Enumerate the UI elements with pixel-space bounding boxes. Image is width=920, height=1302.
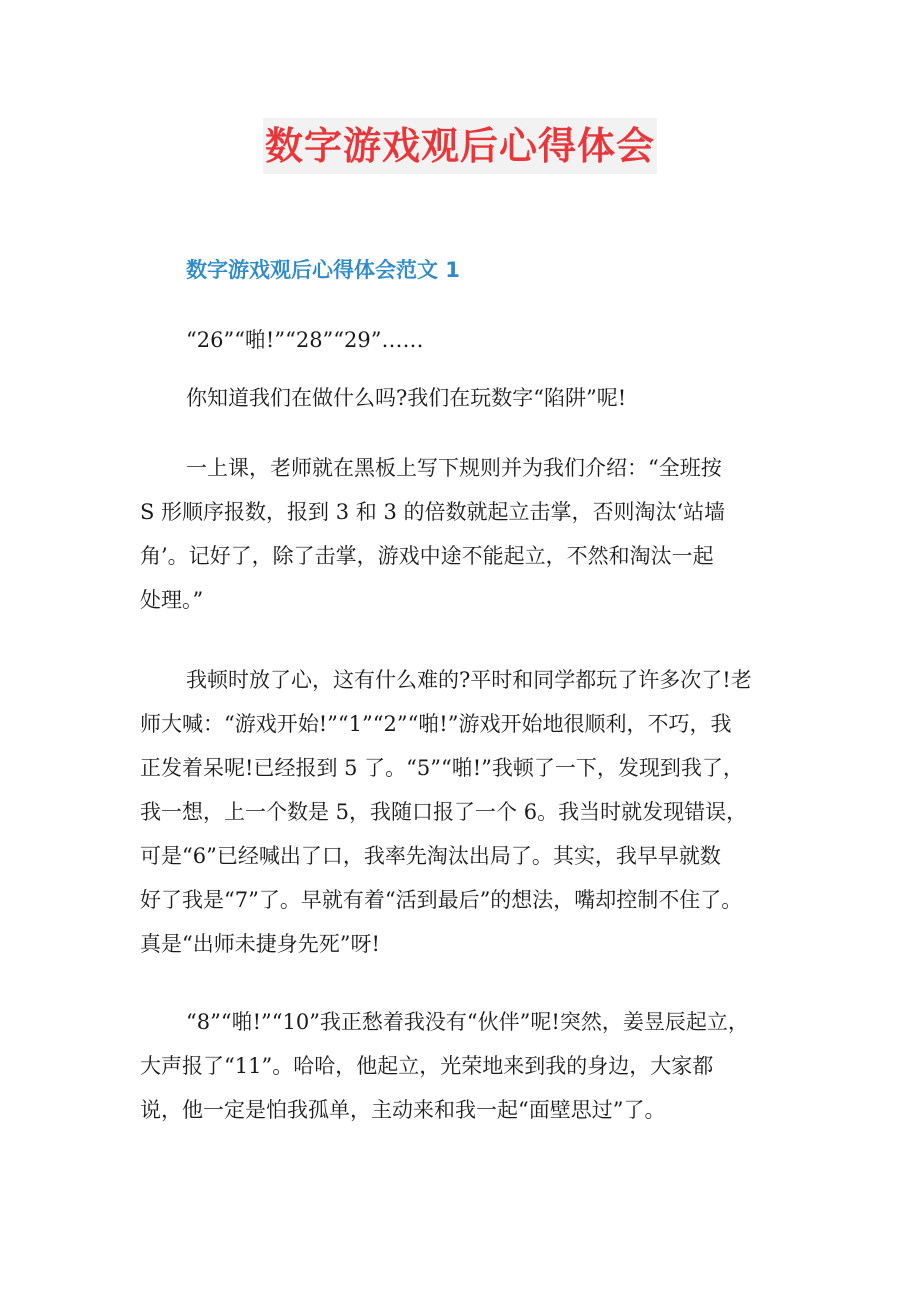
paragraph-line: 可是“6”已经喊出了口，我率先淘汰出局了。其实，我早早就数 [140,844,721,868]
paragraph-5 [140,1000,820,1132]
page-title: 数字游戏观后心得体会 [263,118,657,174]
paragraph-line: 我一想，上一个数是 5，我随口报了一个 6。我当时就发现错误， [140,800,748,824]
paragraph-1 [140,318,820,362]
paragraph-line: 说，他一定是怕我孤单，主动来和我一起“面壁思过”了。 [140,1098,666,1122]
paragraph-4 [140,658,820,966]
paragraph-line: 好了我是“7”了。早就有着“活到最后”的想法，嘴却控制不住了。 [140,888,743,912]
paragraph-line: 一上课，老师就在黑板上写下规则并为我们介绍：“全班按 [186,456,722,480]
section-heading: 数字游戏观后心得体会范文 1 [186,258,460,282]
paragraph-line: 你知道我们在做什么吗?我们在玩数字“陷阱”呢! [186,386,627,410]
paragraph-line: 师大喊：“游戏开始!”“1”“2”“啪!”游戏开始地很顺利，不巧，我 [140,712,732,736]
paragraph-line: 正发着呆呢!已经报到 5 了。“5”“啪!”我顿了一下，发现到我了， [140,756,744,780]
paragraph-line: 大声报了“11”。哈哈，他起立，光荣地来到我的身边，大家都 [140,1054,714,1078]
paragraph-3 [140,446,820,622]
paragraph-line: 角’。记好了，除了击掌，游戏中途不能起立，不然和淘汰一起 [140,544,714,568]
paragraph-line: 真是“出师未捷身先死”呀! [140,932,380,956]
paragraph-line: 我顿时放了心，这有什么难的?平时和同学都玩了许多次了!老 [186,668,752,692]
paragraph-line: 处理。” [140,588,204,612]
paragraph-2 [140,376,820,420]
paragraph-line: “26”“啪!”“28”“29”…… [186,328,424,352]
paragraph-line: “8”“啪!”“10”我正愁着我没有“伙伴”呢!突然，姜昱辰起立， [186,1010,749,1034]
title-container [0,118,920,174]
paragraph-line: S 形顺序报数，报到 3 和 3 的倍数就起立击掌，否则淘汰‘站墙 [140,500,726,524]
